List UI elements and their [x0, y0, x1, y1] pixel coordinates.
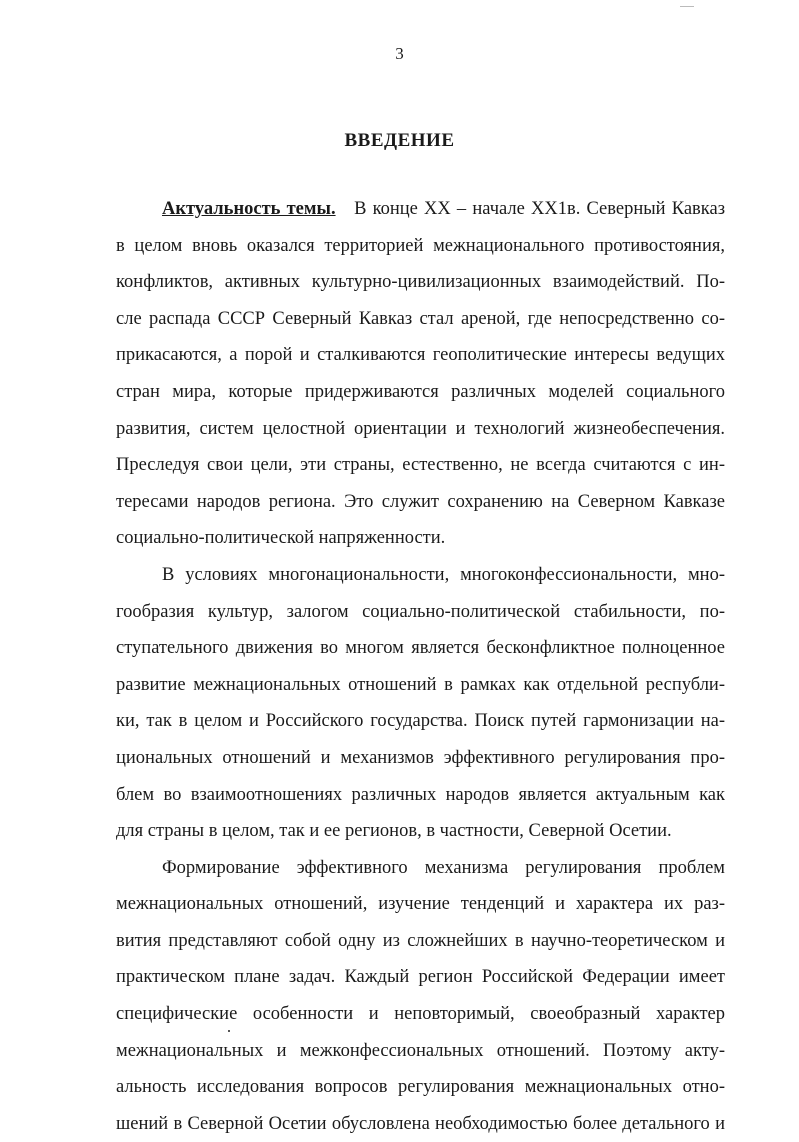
paragraph-line: Преследуя свои цели, эти страны, естественно, не всегда считаются с ин- [116, 455, 725, 476]
paragraph-line: в целом вновь оказался территорией межнационального противостояния, [116, 235, 725, 256]
scan-artifact-mark [680, 6, 694, 7]
paragraph-text: В конце XX – начале XX1в. Северный Кавказ [354, 199, 726, 219]
paragraph-line: альность исследования вопросов регулирования межнациональных отно- [116, 1077, 725, 1098]
paragraph-line: конфликтов, активных культурно-цивилизационных взаимодействий. По- [116, 272, 725, 293]
paragraph-line: шений в Северной Осетии обусловлена необходимостью более детального и [116, 1113, 725, 1134]
page-title: ВВЕДЕНИЕ [344, 130, 455, 151]
paragraph-line: Формирование эффективного механизма регулирования проблем [162, 857, 725, 878]
document-body [116, 191, 725, 1142]
paragraph-line: стран мира, которые придерживаются различных моделей социального [116, 381, 725, 402]
page-number: 3 [395, 44, 404, 63]
paragraph-line: сле распада СССР Северный Кавказ стал ареной, где непосредственно со- [116, 308, 725, 329]
paragraph-line: ки, так в целом и Российского государства. Поиск путей гармонизации на- [116, 711, 725, 732]
paragraph-line: межнациональных и межконфессиональных отношений. Поэтому акту- [116, 1040, 725, 1061]
paragraph-line: практическом плане задач. Каждый регион Российской Федерации имеет [116, 967, 725, 988]
paragraph-line: для страны в целом, так и ее регионов, в частности, Северной Осетии. [116, 821, 672, 842]
paragraph-line: развитие межнациональных отношений в рамках как отдельной республи- [116, 674, 725, 695]
paragraph-line: прикасаются, а порой и сталкиваются геополитические интересы ведущих [116, 345, 725, 366]
paragraph-line: тересами народов региона. Это служит сохранению на Северном Кавказе [116, 491, 725, 512]
paragraph-line: В условиях многонациональности, многоконфессиональности, мно- [162, 564, 725, 585]
paragraph-line: гообразия культур, залогом социально-политической стабильности, по- [116, 601, 725, 622]
section-subheading: Актуальность темы. [162, 199, 336, 219]
paragraph-line: циональных отношений и механизмов эффективного регулирования про- [116, 747, 725, 768]
paragraph-1-line-1 [116, 191, 725, 228]
paragraph-line: социально-политической напряженности. [116, 528, 446, 549]
paragraph-line: вития представляют собой одну из сложнейших в научно-теоретическом и [116, 930, 725, 951]
paragraph-line: специфические особенности и неповторимый, своеобразный характер [116, 1004, 725, 1025]
paragraph-line: блем во взаимоотношениях различных народов является актуальным как [116, 784, 725, 805]
paragraph-line: ступательного движения во многом является бесконфликтное полноценное [116, 638, 725, 659]
paragraph-line: развития, систем целостной ориентации и технологий жизнеобеспечения. [116, 418, 725, 439]
scan-artifact-dot [228, 1030, 230, 1032]
paragraph-line: межнациональных отношений, изучение тенденций и характера их раз- [116, 894, 725, 915]
